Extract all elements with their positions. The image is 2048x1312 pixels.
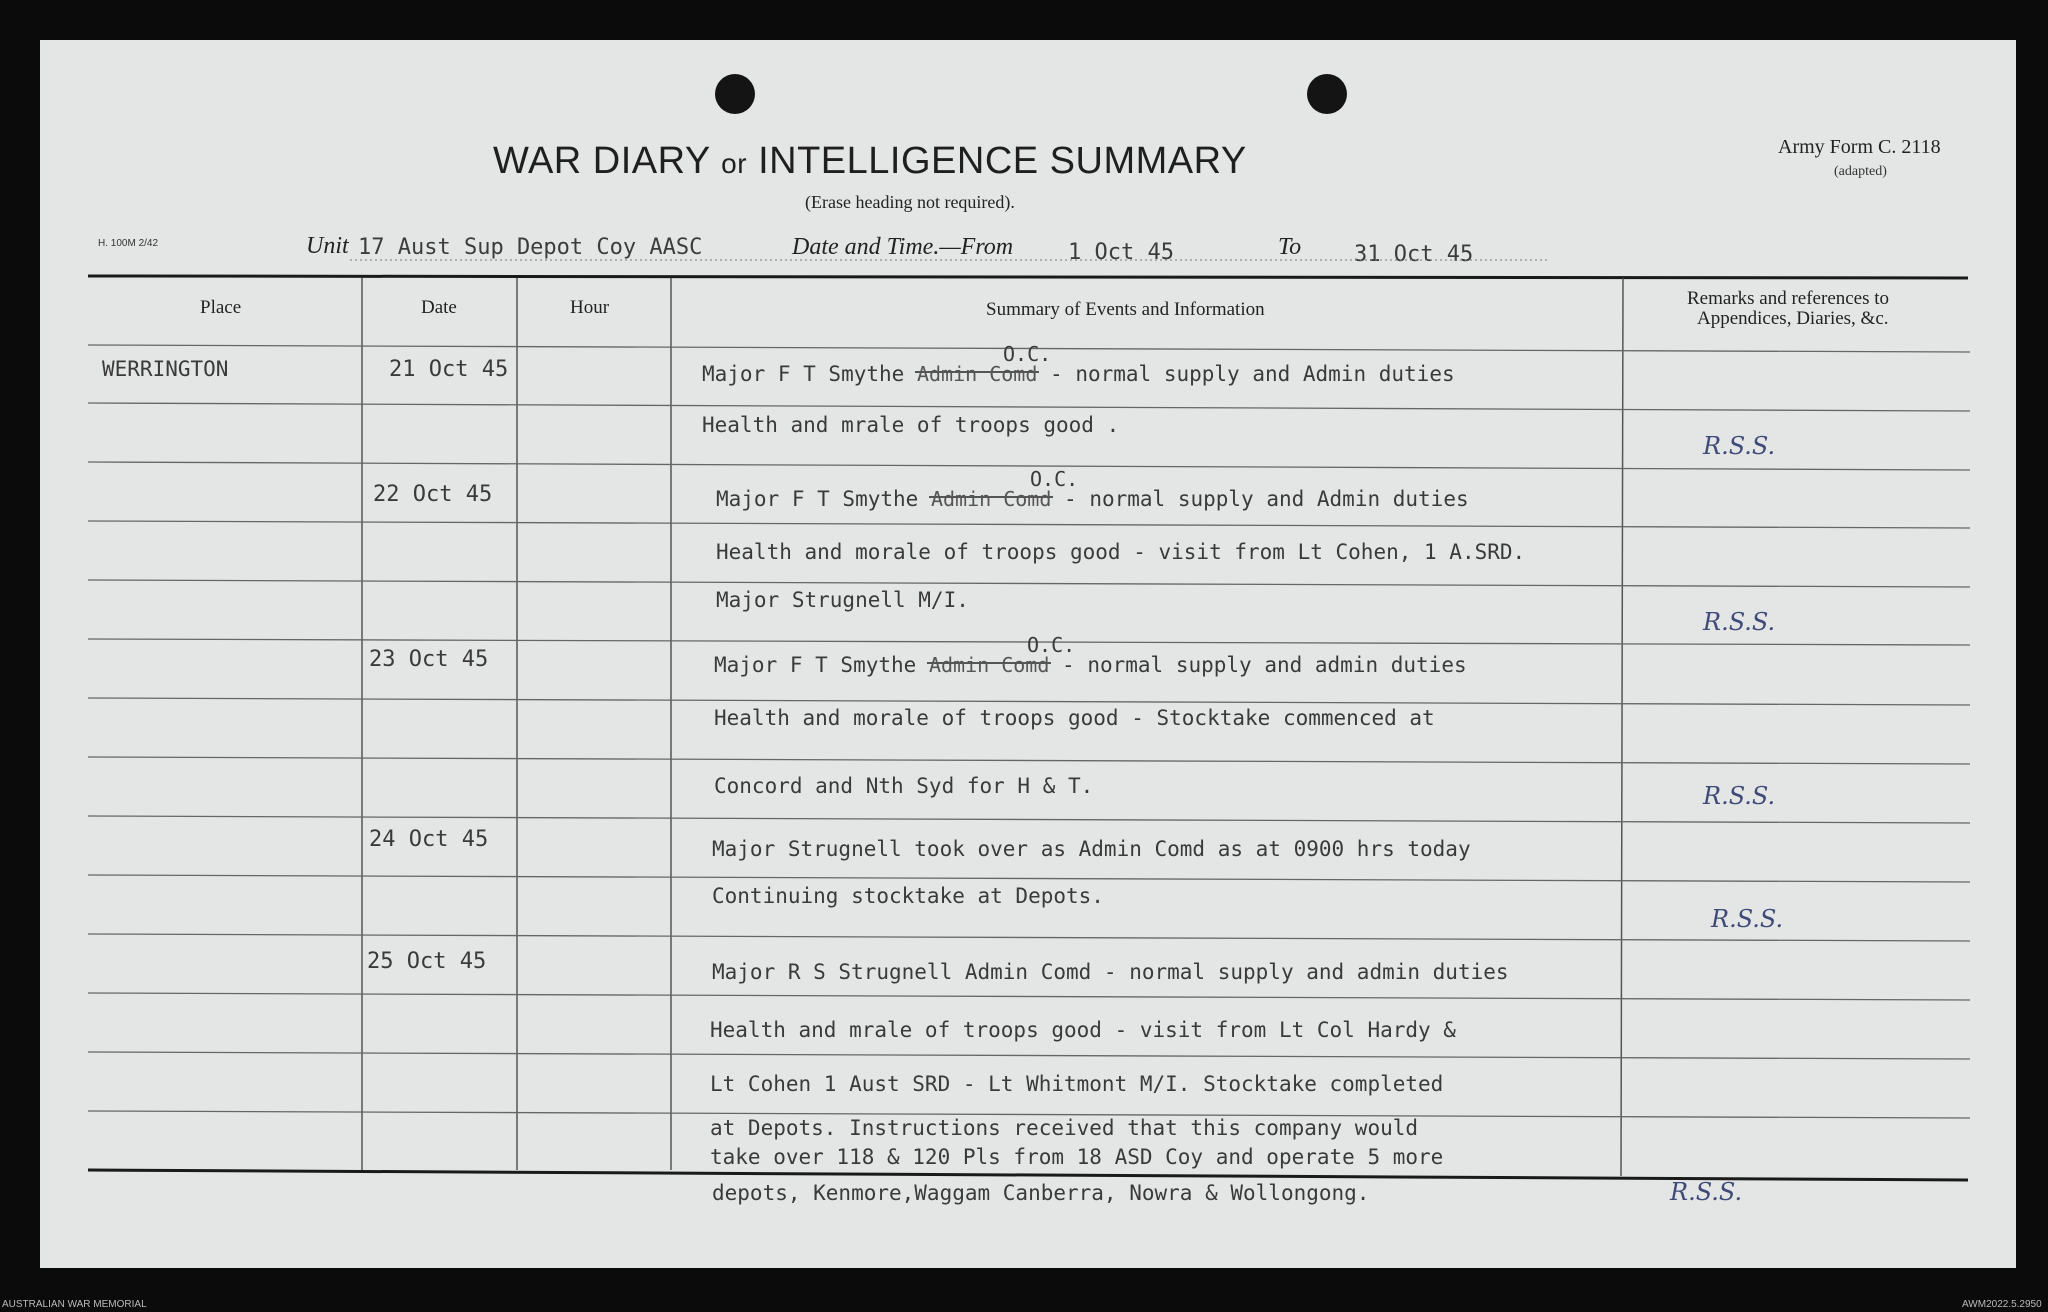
- oc-insert: O.C.: [1003, 342, 1052, 366]
- entry-line: Lt Cohen 1 Aust SRD - Lt Whitmont M/I. Stocktake completed: [710, 1072, 1444, 1096]
- entry-date: 24 Oct 45: [369, 827, 489, 852]
- date-time-label: Date and Time.—From: [792, 234, 1014, 260]
- entry-date: 21 Oct 45: [389, 357, 509, 382]
- col-header-remarks-line2: Appendices, Diaries, &c.: [1697, 308, 1889, 329]
- initials-signature: R.S.S.: [1703, 432, 1776, 460]
- entry-line: Major Strugnell M/I.: [716, 588, 969, 612]
- unit-label: Unit: [306, 233, 349, 259]
- entry-line: Continuing stocktake at Depots.: [712, 884, 1104, 908]
- col-header-remarks-line1: Remarks and references to: [1687, 288, 1890, 309]
- army-form-adapted: (adapted): [1834, 164, 1887, 179]
- entry-line: [702, 362, 1455, 386]
- entry-line: Major Strugnell took over as Admin Comd as at 0900 hrs today: [712, 837, 1471, 861]
- title-intelligence-summary: INTELLIGENCE SUMMARY: [758, 140, 1247, 182]
- footer-source: AUSTRALIAN WAR MEMORIAL: [2, 1299, 147, 1310]
- entry-text: - normal supply and Admin duties: [1050, 362, 1455, 386]
- initials-signature: R.S.S.: [1703, 782, 1776, 810]
- entry-date: 25 Oct 45: [367, 949, 487, 974]
- from-value: 1 Oct 45: [1068, 240, 1174, 265]
- entry-line: Health and morale of troops good - Stocktake commenced at: [714, 706, 1435, 730]
- oc-insert: O.C.: [1027, 633, 1076, 657]
- col-divider-summary-remarks: [1621, 278, 1623, 1176]
- print-code: H. 100M 2/42: [98, 238, 159, 249]
- entry-line: Health and mrale of troops good - visit from Lt Col Hardy &: [710, 1018, 1456, 1042]
- place-value: WERRINGTON: [102, 357, 229, 381]
- entry-text: Major F T Smythe: [716, 487, 919, 511]
- entry-line: at Depots. Instructions received that this company would: [710, 1116, 1419, 1140]
- struck-text: Admin Comd: [930, 487, 1052, 511]
- title-or: or: [721, 148, 748, 179]
- entry-line: Major R S Strugnell Admin Comd - normal supply and admin duties: [712, 960, 1509, 984]
- title-war-diary: WAR DIARY: [493, 140, 711, 182]
- to-value: 31 Oct 45: [1354, 242, 1474, 267]
- entry-line: depots, Kenmore,Waggam Canberra, Nowra & Wollongong.: [712, 1181, 1370, 1205]
- unit-value: 17 Aust Sup Depot Coy AASC: [358, 235, 703, 260]
- col-header-place: Place: [200, 297, 242, 318]
- entry-line: Concord and Nth Syd for H & T.: [714, 774, 1094, 798]
- entry-line: Health and morale of troops good - visit from Lt Cohen, 1 A.SRD.: [716, 540, 1526, 564]
- struck-text: Admin Comd: [928, 653, 1050, 677]
- entry-line: take over 118 & 120 Pls from 18 ASD Coy and operate 5 more: [710, 1145, 1444, 1169]
- army-form-number: Army Form C. 2118: [1778, 136, 1941, 158]
- initials-signature: R.S.S.: [1711, 905, 1784, 933]
- entry-date: 23 Oct 45: [369, 647, 489, 672]
- entry-line: Health and mrale of troops good .: [702, 413, 1120, 437]
- struck-text: Admin Comd: [916, 362, 1038, 386]
- oc-insert: O.C.: [1030, 467, 1079, 491]
- initials-signature: R.S.S.: [1703, 608, 1776, 636]
- col-header-hour: Hour: [570, 297, 610, 318]
- row-rules: [88, 345, 1970, 1118]
- entry-text: Major F T Smythe: [714, 653, 917, 677]
- footer-accession: AWM2022.5.2950: [1962, 1299, 2042, 1310]
- subtitle: (Erase heading not required).: [805, 192, 1015, 212]
- entry-date: 22 Oct 45: [373, 482, 493, 507]
- entry-line: [714, 653, 1467, 677]
- entry-line: [716, 487, 1469, 511]
- to-label: To: [1278, 234, 1302, 260]
- entry-text: - normal supply and admin duties: [1062, 653, 1467, 677]
- col-header-summary: Summary of Events and Information: [986, 299, 1265, 320]
- entry-text: - normal supply and Admin duties: [1064, 487, 1469, 511]
- col-header-date: Date: [421, 297, 457, 318]
- table-top-rule: [88, 276, 1968, 278]
- initials-signature: R.S.S.: [1670, 1178, 1743, 1206]
- entry-text: Major F T Smythe: [702, 362, 905, 386]
